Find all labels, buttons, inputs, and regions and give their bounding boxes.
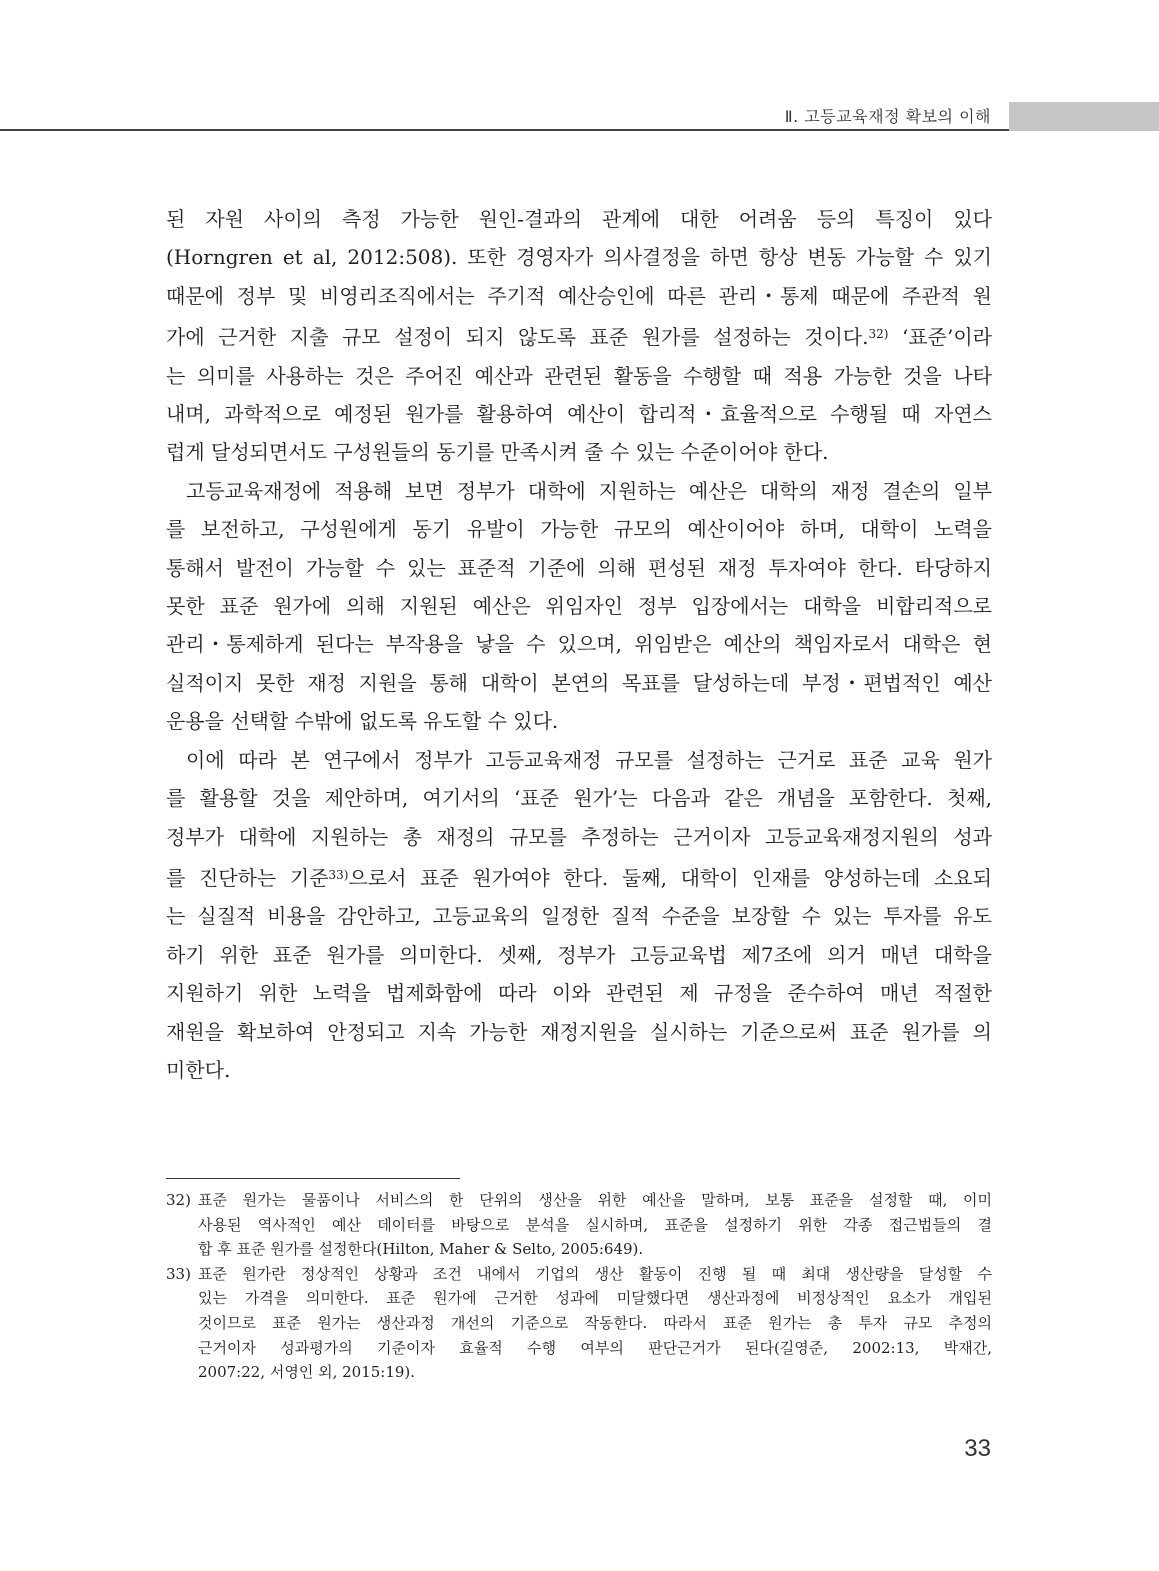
running-header: [0, 100, 1159, 132]
text-line: 는 실질적 비용을 감안하고, 고등교육의 일정한 질적 수준을 보장할 수 있는 투자를 유도: [166, 904, 992, 929]
text-line: 고등교육재정에 적용해 보면 정부가 대학에 지원하는 예산은 대학의 재정 결손의 일부: [186, 478, 992, 503]
header-rule: [0, 129, 1009, 131]
footnote-line: 표준 원가는 물품이나 서비스의 한 단위의 생산을 위한 예산을 말하며, 보통 표준을 설정할 때, 이미: [198, 1191, 992, 1209]
body-text: [166, 200, 992, 1089]
text-line: 재원을 확보하여 안정되고 지속 가능한 재정지원을 실시하는 기준으로써 표준 원가를 의: [166, 1019, 992, 1044]
text-line: 이에 따라 본 연구에서 정부가 고등교육재정 규모를 설정하는 근거로 표준 교육 원가: [186, 747, 992, 772]
text-line: 내며, 과학적으로 예정된 원가를 활용하여 예산이 합리적･효율적으로 수행될 때 자연스: [166, 402, 992, 427]
footnote: [166, 1188, 992, 1262]
footnote-line: 것이므로 표준 원가는 생산과정 개선의 기준으로 작동한다. 따라서 표준 원가는 총 투자 규모 추정의: [198, 1313, 992, 1332]
text-line: 때문에 정부 및 비영리조직에서는 주기적 예산승인에 따른 관리･통제 때문에 주관적 원: [166, 283, 992, 308]
text-line: 관리･통제하게 된다는 부작용을 낳을 수 있으며, 위임받은 예산의 책임자로서 대학은 현: [166, 632, 992, 657]
text-line: 실적이지 못한 재정 지원을 통해 대학이 본연의 목표를 달성하는데 부정･편법적인 예산: [166, 670, 992, 695]
footnote-number: 32): [166, 1191, 191, 1209]
text-line: 통해서 발전이 가능할 수 있는 표준적 기준에 의해 편성된 재정 투자여야 한다. 타당하지: [166, 555, 992, 580]
text-line: 된 자원 사이의 측정 가능한 원인-결과의 관계에 대한 어려움 등의 특징이 있다: [166, 207, 992, 231]
text-line: 는 의미를 사용하는 것은 주어진 예산과 관련된 활동을 수행할 때 적용 가능한 것을 나타: [166, 363, 992, 388]
footnote-line: 있는 가격을 의미한다. 표준 원가에 근거한 성과에 미달했다면 생산과정에 비정상적인 요소가 개입된: [198, 1289, 992, 1308]
text-line: 미한다.: [166, 1057, 231, 1082]
text-line: 못한 표준 원가에 의해 지원된 예산은 위임자인 정부 입장에서는 대학을 비합리적으로: [166, 594, 992, 619]
text-line: [166, 856, 992, 897]
footnote-number: 33): [166, 1264, 191, 1283]
footnote-line: 2007:22, 서영인 외, 2015:19).: [198, 1363, 416, 1382]
text-segment: 를 진단하는 기준: [166, 865, 329, 890]
footnote-line: 합 후 표준 원가를 설정한다(Hilton, Maher & Selto, 2005:649).: [198, 1240, 644, 1259]
text-line: 운용을 선택할 수밖에 없도록 유도할 수 있다.: [166, 709, 559, 734]
text-line: (Horngren et al, 2012:508). 또한 경영자가 의사결정을 하면 항상 변동 가능할 수 있기: [166, 245, 992, 270]
chapter-title: Ⅱ. 고등교육재정 확보의 이해: [784, 107, 991, 126]
footnotes: [166, 1188, 992, 1385]
text-line: 하기 위한 표준 원가를 의미한다. 셋째, 정부가 고등교육법 제7조에 의거 매년 대학을: [166, 942, 992, 967]
text-line: 를 보전하고, 구성원에게 동기 유발이 가능한 규모의 예산이어야 하며, 대학이 노력을: [166, 517, 992, 542]
footnote-line: 표준 원가란 정상적인 상황과 조건 내에서 기업의 생산 활동이 진행 될 때 최대 생산량을 달성할 수: [198, 1264, 992, 1283]
text-segment: 으로서 표준 원가여야 한다. 둘째, 대학이 인재를 양성하는데 소요되: [348, 865, 992, 890]
text-line: 럽게 달성되면서도 구성원들의 동기를 만족시켜 줄 수 있는 수준이어야 한다.: [166, 440, 829, 465]
paragraph: [166, 200, 992, 472]
text-segment: ‘표준’이라: [888, 325, 992, 350]
footnote-line: 근거이자 성과평가의 기준이자 효율적 수행 여부의 판단근거가 된다(길영준, 2002:13, 박재간,: [198, 1338, 992, 1357]
footnote: [166, 1262, 992, 1385]
footnote-ref: 33): [328, 867, 349, 882]
text-line: 정부가 대학에 지원하는 총 재정의 규모를 추정하는 근거이자 고등교육재정지원의 성과: [166, 824, 992, 849]
text-line: 지원하기 위한 노력을 법제화함에 따라 이와 관련된 제 규정을 준수하여 매년 적절한: [166, 981, 992, 1006]
footnote-separator: [166, 1178, 460, 1179]
header-tab-bar: [1009, 102, 1159, 131]
page-number: 33: [964, 1435, 991, 1462]
footnote-ref: 32): [868, 327, 889, 342]
footnote-line: 사용된 역사적인 예산 데이터를 바탕으로 분석을 실시하며, 표준을 설정하기 위한 각종 접근법들의 결: [198, 1215, 992, 1234]
text-line: [166, 315, 992, 356]
paragraph: [166, 472, 992, 741]
paragraph: [166, 741, 992, 1090]
text-segment: 가에 근거한 지출 규모 설정이 되지 않도록 표준 원가를 설정하는 것이다.: [166, 325, 869, 350]
text-line: 를 활용할 것을 제안하며, 여기서의 ‘표준 원가’는 다음과 같은 개념을 포함한다. 첫째,: [166, 786, 992, 811]
